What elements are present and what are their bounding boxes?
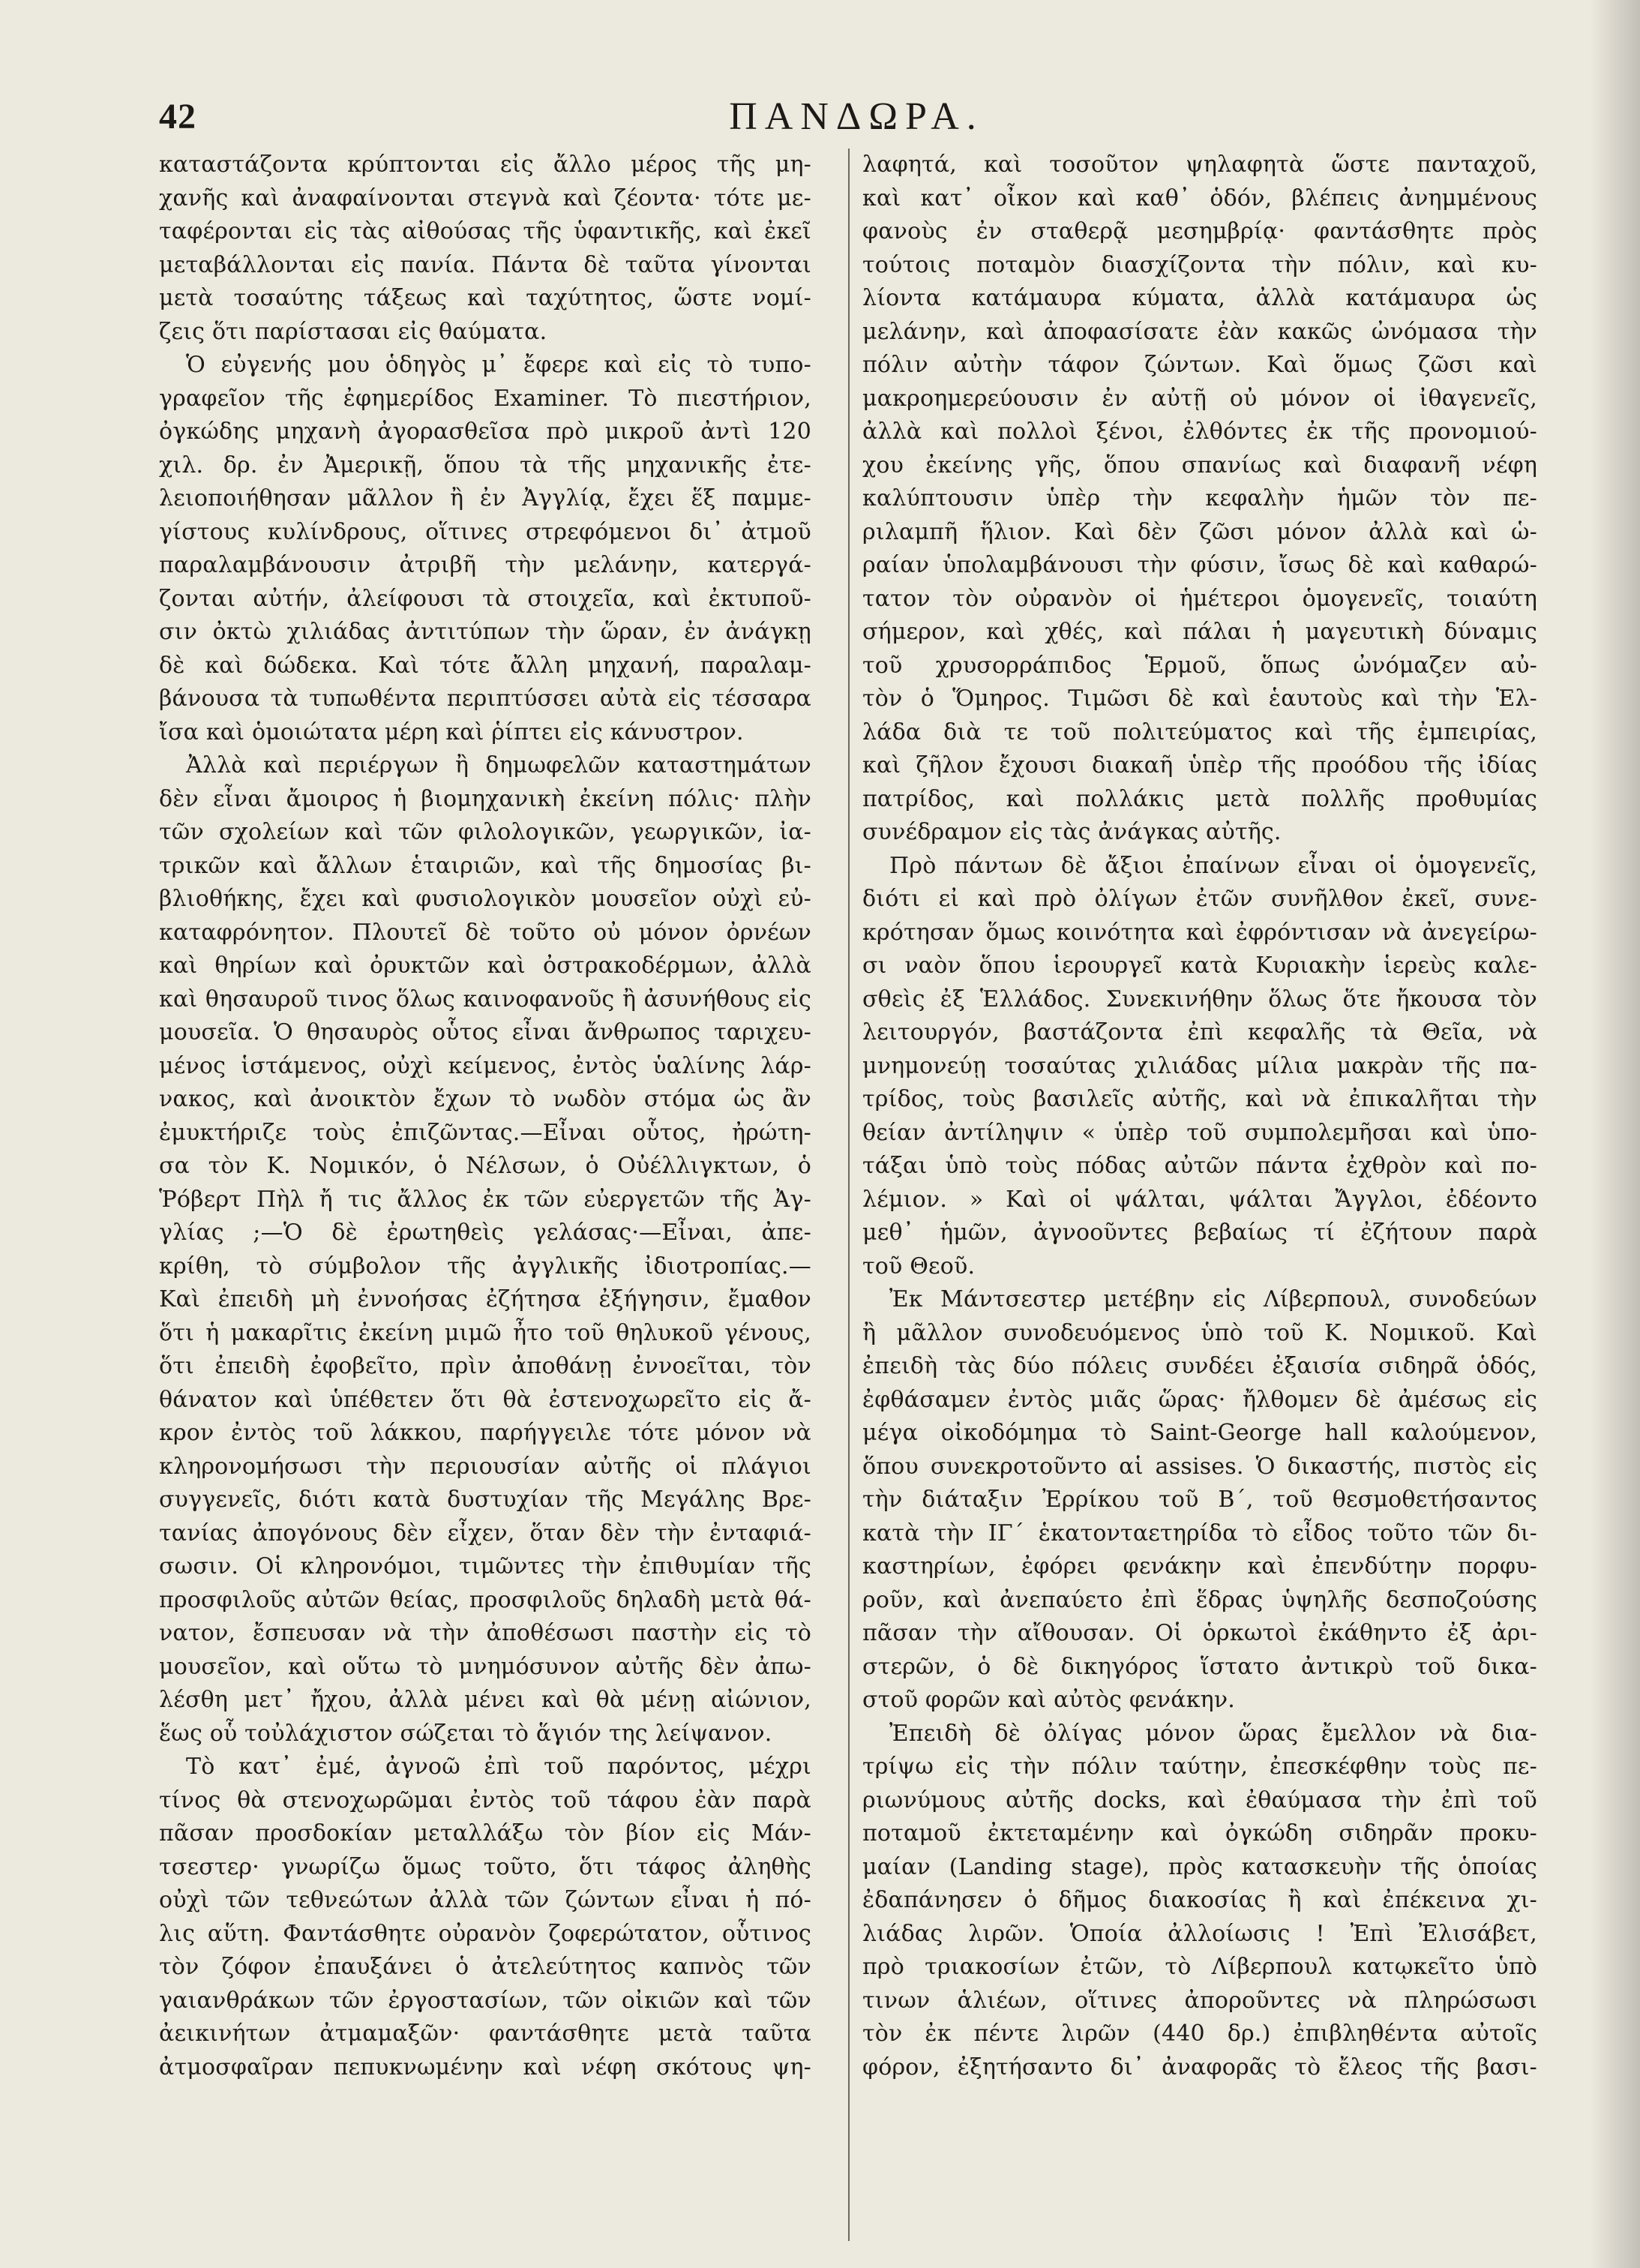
text-line: φόρον, ἐξητήσαντο δι᾽ ἀναφορᾶς τὸ ἔλεος τῆς βασι- <box>862 2054 1537 2080</box>
text-line: Ὁ εὐγενής μου ὁδηγὸς μ᾽ ἔφερε καὶ εἰς τὸ τυπο- <box>186 352 811 378</box>
column-divider <box>848 148 850 2241</box>
text-line: τοῦ χρυσορράπιδος Ἑρμοῦ, ὅπως ὠνόμαζεν αὐ- <box>862 652 1537 679</box>
text-line: καλύπτουσιν ὑπὲρ τὴν κεφαλὴν ἡμῶν τὸν πε- <box>862 485 1537 512</box>
text-line: καστηρίων, ἐφόρει φενάκην καὶ ἐπενδύτην πορφυ- <box>862 1553 1537 1580</box>
text-line: τοῦ Θεοῦ. <box>862 1252 976 1280</box>
text-line: ὀγκώδης μηχανὴ ἀγορασθεῖσα πρὸ μικροῦ ἀντὶ 120 <box>159 418 811 445</box>
text-line: μαίαν (Landing stage), πρὸς κατασκευὴν τῆς ὁποίας <box>862 1853 1537 1880</box>
text-line: τάξαι ὑπὸ τοὺς πόδας αὐτῶν πάντα ἐχθρὸν καὶ πο- <box>862 1153 1537 1179</box>
text-line: Καὶ ἐπειδὴ μὴ ἐννοήσας ἐζήτησα ἐξήγησιν, ἔμαθον <box>159 1286 811 1312</box>
text-line: ἐμυκτήριζε τοὺς ἐπιζῶντας.—Εἶναι οὗτος, ἠρώτη- <box>159 1119 811 1146</box>
text-line: γλίας ;—Ὁ δὲ ἐρωτηθεὶς γελάσας·—Εἶναι, ἀπε- <box>159 1220 811 1246</box>
text-line: ἐδαπάνησεν ὁ δῆμος διακοσίας ἢ καὶ ἐπέκεινα χι- <box>862 1887 1537 1913</box>
text-line: λίοντα κατάμαυρα κύματα, ἀλλὰ κατάμαυρα ὡς <box>862 285 1537 311</box>
text-line: Ἐπειδὴ δὲ ὀλίγας μόνον ὥρας ἔμελλον νὰ δια- <box>889 1720 1537 1747</box>
text-line: καταστάζοντα κρύπτονται εἰς ἄλλο μέρος τῆς μη- <box>159 152 811 178</box>
text-line: τὸν ζόφον ἐπαυξάνει ὁ ἀτελεύτητος καπνὸς τῶν <box>159 1954 811 1980</box>
text-line: ραίαν ὑπολαμβάνουσι τὴν φύσιν, ἴσως δὲ καὶ καθαρώ- <box>862 552 1537 578</box>
text-line: κληρονομήσωσι τὴν περιουσίαν αὐτῆς οἱ πλάγιοι <box>159 1453 811 1480</box>
text-line: γαιανθράκων τῶν ἐργοστασίων, τῶν οἰκιῶν καὶ τῶν <box>159 1987 811 2014</box>
text-line: πατρίδος, καὶ πολλάκις μετὰ πολλῆς προθυμίας <box>862 785 1537 812</box>
text-line: μνημονεύῃ τοσαύτας χιλιάδας μίλια μακρὰν τῆς πα- <box>862 1052 1537 1079</box>
text-line: θείαν ἀντίληψιν « ὑπὲρ τοῦ συμπολεμῆσαι καὶ ὑπο- <box>862 1119 1537 1146</box>
text-line: στοῦ φορῶν καὶ αὐτὸς φενάκην. <box>862 1687 1235 1713</box>
text-line: ροῦν, καὶ ἀνεπαύετο ἐπὶ ἕδρας ὑψηλῆς δεσποζούσης <box>862 1586 1537 1613</box>
text-line: χιλ. δρ. ἐν Ἀμερικῇ, ὅπου τὰ τῆς μηχανικῆς ἐτε- <box>159 452 811 478</box>
text-line: συνέδραμον εἰς τὰς ἀνάγκας αὐτῆς. <box>862 819 1282 845</box>
text-line: στερῶν, ὁ δὲ δικηγόρος ἵστατο ἀντικρὺ τοῦ δικα- <box>862 1653 1537 1680</box>
page-gutter-shadow <box>1590 0 1640 2268</box>
text-line: τανίας ἀπογόνους δὲν εἶχεν, ὅταν δὲν τὴν ἐνταφιά- <box>159 1520 811 1546</box>
text-line: μένος ἱστάμενος, οὐχὶ κείμενος, ἐντὸς ὑαλίνης λάρ- <box>159 1052 811 1079</box>
text-line: ἀεικινήτων ἀτμαμαξῶν· φαντάσθητε μετὰ ταῦτα <box>159 2020 811 2047</box>
text-line: δὲν εἶναι ἄμοιρος ἡ βιομηχανικὴ ἐκείνη πόλις· πλὴν <box>159 785 811 812</box>
page-header <box>159 88 1576 141</box>
text-line: μεταβάλλονται εἰς πανία. Πάντα δὲ ταῦτα γίνονται <box>159 251 811 278</box>
text-line: ἴσα καὶ ὁμοιώτατα μέρη καὶ ῥίπτει εἰς κάνυστρον. <box>159 718 744 746</box>
text-line: μετὰ τοσαύτης τάξεως καὶ ταχύτητος, ὥστε νομί- <box>159 285 811 311</box>
text-line: ἐφθάσαμεν ἐντὸς μιᾶς ὥρας· ἤλθομεν δὲ ἀμέσως εἰς <box>862 1386 1537 1413</box>
text-line: λέσθη μετ᾽ ἤχου, ἀλλὰ μένει καὶ θὰ μένῃ αἰώνιον, <box>159 1687 811 1713</box>
text-line: ὅπου συνεκροτοῦντο αἱ assises. Ὁ δικαστής, πιστὸς εἰς <box>862 1453 1537 1480</box>
text-line: τρίψω εἰς τὴν πόλιν ταύτην, ἐπεσκέφθην τοὺς πε- <box>862 1754 1537 1780</box>
text-line: ριλαμπῆ ἥλιον. Καὶ δὲν ζῶσι μόνον ἀλλὰ καὶ ὡ- <box>862 518 1537 545</box>
text-line: κρότησαν ὅμως κοινότητα καὶ ἐφρόντισαν νὰ ἀνεγείρω- <box>862 919 1537 946</box>
text-line: ριωνύμους αὐτῆς docks, καὶ ἐθαύμασα τὴν ἐπὶ τοῦ <box>862 1786 1537 1814</box>
text-line: τὸν ἐκ πέντε λιρῶν (440 δρ.) ἐπιβληθέντα αὐτοῖς <box>862 2020 1537 2047</box>
text-line: πόλιν αὐτὴν τάφον ζώντων. Καὶ ὅμως ζῶσι καὶ <box>862 352 1537 378</box>
text-line: μέγα οἰκοδόμημα τὸ Saint-George hall καλούμενον, <box>862 1420 1537 1446</box>
text-line: οὐχὶ τῶν τεθνεώτων ἀλλὰ τῶν ζώντων εἶναι ἡ πό- <box>159 1887 811 1913</box>
text-line: σθεὶς ἐξ Ἑλλάδος. Συνεκινήθην ὅλως ὅτε ἤκουσα τὸν <box>862 986 1537 1012</box>
text-line: λειτουργόν, βαστάζοντα ἐπὶ κεφαλῆς τὰ Θεῖα, νὰ <box>862 1019 1537 1046</box>
text-line: πᾶσαν τὴν αἴθουσαν. Οἱ ὁρκωτοὶ ἐκάθηντο ἐξ ἀρι- <box>862 1620 1537 1646</box>
text-line: διότι εἰ καὶ πρὸ ὀλίγων ἐτῶν συνῆλθον ἐκεῖ, συνε- <box>862 886 1537 912</box>
text-line: βάνουσα τὰ τυπωθέντα περιπτύσσει αὐτὰ εἰς τέσσαρα <box>159 686 811 712</box>
text-line: ἐπειδὴ τὰς δύο πόλεις συνδέει ἐξαισία σιδηρᾶ ὁδός, <box>862 1353 1537 1379</box>
text-line: δὲ καὶ δώδεκα. Καὶ τότε ἄλλη μηχανή, παραλαμ- <box>159 652 811 679</box>
text-line: μελάνην, καὶ ἀποφασίσατε ἐὰν κακῶς ὠνόμασα τὴν <box>862 318 1537 345</box>
text-line: μεθ᾽ ἡμῶν, ἀγνοοῦντες βεβαίως τί ἐζήτουν παρὰ <box>862 1220 1537 1246</box>
text-line: λιάδας λιρῶν. Ὁποία ἀλλοίωσις ! Ἐπὶ Ἐλισάβετ, <box>862 1920 1537 1947</box>
text-line: λαφητά, καὶ τοσοῦτον ψηλαφητὰ ὥστε πανταχοῦ, <box>862 152 1537 178</box>
text-line: ὅτι ἐπειδὴ ἐφοβεῖτο, πρὶν ἀποθάνῃ ἐννοεῖται, τὸν <box>159 1353 811 1379</box>
text-line: ὅτι ἡ μακαρῖτις ἐκείνη μιμῶ ἦτο τοῦ θηλυκοῦ γένους, <box>159 1319 811 1346</box>
text-line: λάδα διὰ τε τοῦ πολιτεύματος καὶ τῆς ἐμπειρίας, <box>862 718 1537 746</box>
text-line: χανῆς καὶ ἀναφαίνονται στεγνὰ καὶ ζέοντα· τότε με- <box>159 184 811 212</box>
text-line: σιν ὀκτὼ χιλιάδας ἀντιτύπων τὴν ὥραν, ἐν ἀνάγκῃ <box>159 619 811 645</box>
text-line: τρίδος, τοὺς βασιλεῖς αὐτῆς, καὶ νὰ ἐπικαλῆται τὴν <box>862 1086 1537 1112</box>
text-line: καὶ κατ᾽ οἶκον καὶ καθ᾽ ὁδόν, βλέπεις ἀνημμένους <box>862 184 1537 212</box>
text-line: Ἀλλὰ καὶ περιέργων ἢ δημωφελῶν καταστημάτων <box>186 752 811 778</box>
text-line: παραλαμβάνουσιν ἀτριβῆ τὴν μελάνην, κατεργά- <box>159 552 811 578</box>
text-line: γίστους κυλίνδρους, οἵτινες στρεφόμενοι δι᾽ ἀτμοῦ <box>159 518 811 545</box>
text-line: καὶ ζῆλον ἔχουσι διακαῆ ὑπὲρ τῆς προόδου τῆς ἰδίας <box>862 752 1537 778</box>
text-line: τρικῶν καὶ ἄλλων ἑταιριῶν, καὶ τῆς δημοσίας βι- <box>159 852 811 879</box>
text-line: Ῥόβερτ Πὴλ ἤ τις ἄλλος ἐκ τῶν εὐεργετῶν τῆς Ἀγ- <box>159 1186 811 1213</box>
text-line: ἀλλὰ καὶ πολλοὶ ξένοι, ἐλθόντες ἐκ τῆς προνομιού- <box>862 418 1537 445</box>
text-line: καὶ θηρίων καὶ ὀρυκτῶν καὶ ὀστρακοδέρμων, ἀλλὰ <box>159 952 811 979</box>
running-title: ΠΑΝΔΩΡΑ. <box>729 95 984 138</box>
text-line: φανοὺς ἐν σταθερᾷ μεσημβρίᾳ· φαντάσθητε πρὸς <box>862 218 1537 244</box>
text-line: προσφιλοῦς αὐτῶν θείας, προσφιλοῦς δηλαδὴ μετὰ θά- <box>159 1586 811 1613</box>
text-line: Ἐκ Μάντσεστερ μετέβην εἰς Λίβερπουλ, συνοδεύων <box>889 1286 1537 1312</box>
text-line: γραφεῖον τῆς ἐφημερίδος Examiner. Τὸ πιεστήριον, <box>159 385 811 412</box>
text-line: ἢ μᾶλλον συνοδευόμενος ὑπὸ τοῦ Κ. Νομικοῦ. Καὶ <box>862 1319 1537 1346</box>
text-line: σα τὸν Κ. Νομικόν, ὁ Νέλσων, ὁ Οὐέλλιγκτων, ὁ <box>159 1153 811 1179</box>
text-line: πρὸ τριακοσίων ἐτῶν, τὸ Λίβερπουλ κατῳκεῖτο ὑπὸ <box>862 1954 1537 1980</box>
left-column <box>159 148 811 2084</box>
text-line: τὴν διάταξιν Ἐρρίκου τοῦ Β΄, τοῦ θεσμοθετήσαντος <box>862 1486 1537 1513</box>
text-line: τούτοις ποταμὸν διασχίζοντα τὴν πόλιν, καὶ κυ- <box>862 251 1537 278</box>
text-line: κρίθη, τὸ σύμβολον τῆς ἀγγλικῆς ἰδιοτροπίας.— <box>159 1252 811 1280</box>
text-line: ζονται αὐτήν, ἀλείφουσι τὰ στοιχεῖα, καὶ ἐκτυποῦ- <box>159 585 811 612</box>
text-line: νακος, καὶ ἀνοικτὸν ἔχων τὸ νωδὸν στόμα ὡς ἂν <box>159 1086 811 1112</box>
text-line: λις αὕτη. Φαντάσθητε οὐρανὸν ζοφερώτατον, οὗτινος <box>159 1920 811 1947</box>
text-line: λειοποιήθησαν μᾶλλον ἢ ἐν Ἀγγλίᾳ, ἔχει ἕξ παμμε- <box>159 485 811 512</box>
text-line: λέμιον. » Καὶ οἱ ψάλται, ψάλται Ἄγγλοι, ἐδέοντο <box>862 1186 1537 1213</box>
page-number: 42 <box>159 97 196 136</box>
text-line: κατὰ τὴν ΙΓ΄ ἑκατονταετηρίδα τὸ εἶδος τοῦτο τῶν δι- <box>862 1520 1537 1546</box>
text-line: πᾶσαν προσδοκίαν μεταλλάξω τὸν βίον εἰς Μάν- <box>159 1820 811 1846</box>
text-line: ἕως οὗ τοὐλάχιστον σώζεται τὸ ἅγιόν της λείψανον. <box>159 1720 772 1747</box>
text-line: τσεστερ· γνωρίζω ὅμως τοῦτο, ὅτι τάφος ἀληθὴς <box>159 1853 811 1880</box>
text-line: συγγενεῖς, διότι κατὰ δυστυχίαν τῆς Μεγάλης Βρε- <box>159 1486 811 1513</box>
text-line: ποταμοῦ ἐκτεταμένην καὶ ὀγκώδη σιδηρᾶν προκυ- <box>862 1820 1537 1846</box>
text-line: σήμερον, καὶ χθές, καὶ πάλαι ἡ μαγευτικὴ δύναμις <box>862 619 1537 645</box>
text-line: τίνος θὰ στενοχωρῶμαι ἐντὸς τοῦ τάφου ἐὰν παρὰ <box>159 1786 811 1814</box>
text-line: καὶ θησαυροῦ τινος ὅλως καινοφανοῦς ἢ ἀσυνήθους εἰς <box>159 986 811 1012</box>
text-line: τατον τὸν οὐρανὸν οἱ ἡμέτεροι ὁμογενεῖς, τοιαύτη <box>862 585 1537 612</box>
text-line: τῶν σχολείων καὶ τῶν φιλολογικῶν, γεωργικῶν, ἰα- <box>159 819 811 845</box>
text-line: σωσιν. Οἱ κληρονόμοι, τιμῶντες τὴν ἐπιθυμίαν τῆς <box>159 1553 811 1580</box>
text-line: καταφρόνητον. Πλουτεῖ δὲ τοῦτο οὐ μόνον ὀρνέων <box>159 919 811 946</box>
text-line: χου ἐκείνης γῆς, ὅπου σπανίως καὶ διαφανῆ νέφη <box>862 452 1537 478</box>
text-line: βλιοθήκης, ἔχει καὶ φυσιολογικὸν μουσεῖον οὐχὶ εὐ- <box>159 886 811 912</box>
text-line: τινων ἁλιέων, οἵτινες ἀποροῦντες νὰ πληρώσωσι <box>862 1987 1537 2014</box>
right-column <box>862 148 1537 2084</box>
text-line: νατον, ἔσπευσαν νὰ τὴν ἀποθέσωσι παστὴν εἰς τὸ <box>159 1620 811 1646</box>
text-line: θάνατον καὶ ὑπέθετεν ὅτι θὰ ἐστενοχωρεῖτο εἰς ἄ- <box>159 1386 811 1413</box>
text-line: σι ναὸν ὅπου ἱερουργεῖ κατὰ Κυριακὴν ἱερεὺς καλε- <box>862 952 1537 979</box>
text-line: ἀτμοσφαῖραν πεπυκνωμένην καὶ νέφη σκότους ψη- <box>159 2054 811 2080</box>
text-line: μακροημερεύουσιν ἐν αὐτῇ οὐ μόνον οἱ ἰθαγενεῖς, <box>862 385 1537 412</box>
text-line: μουσεῖα. Ὁ θησαυρὸς οὗτος εἶναι ἄνθρωπος ταριχευ- <box>159 1019 811 1046</box>
text-line: Τὸ κατ᾽ ἐμέ, ἀγνοῶ ἐπὶ τοῦ παρόντος, μέχρι <box>186 1754 811 1780</box>
text-line: ζεις ὅτι παρίστασαι εἰς θαύματα. <box>159 318 547 345</box>
text-line: μουσεῖον, καὶ οὕτω τὸ μνημόσυνον αὐτῆς δὲν ἀπω- <box>159 1653 811 1680</box>
text-line: τὸν ὁ Ὅμηρος. Τιμῶσι δὲ καὶ ἑαυτοὺς καὶ τὴν Ἑλ- <box>862 686 1537 712</box>
text-line: κρον ἐντὸς τοῦ λάκκου, παρήγγειλε τότε μόνον νὰ <box>159 1420 811 1446</box>
text-line: ταφέρονται εἰς τὰς αἰθούσας τῆς ὑφαντικῆς, καὶ ἐκεῖ <box>159 218 811 244</box>
text-line: Πρὸ πάντων δὲ ἄξιοι ἐπαίνων εἶναι οἱ ὁμογενεῖς, <box>889 852 1537 879</box>
